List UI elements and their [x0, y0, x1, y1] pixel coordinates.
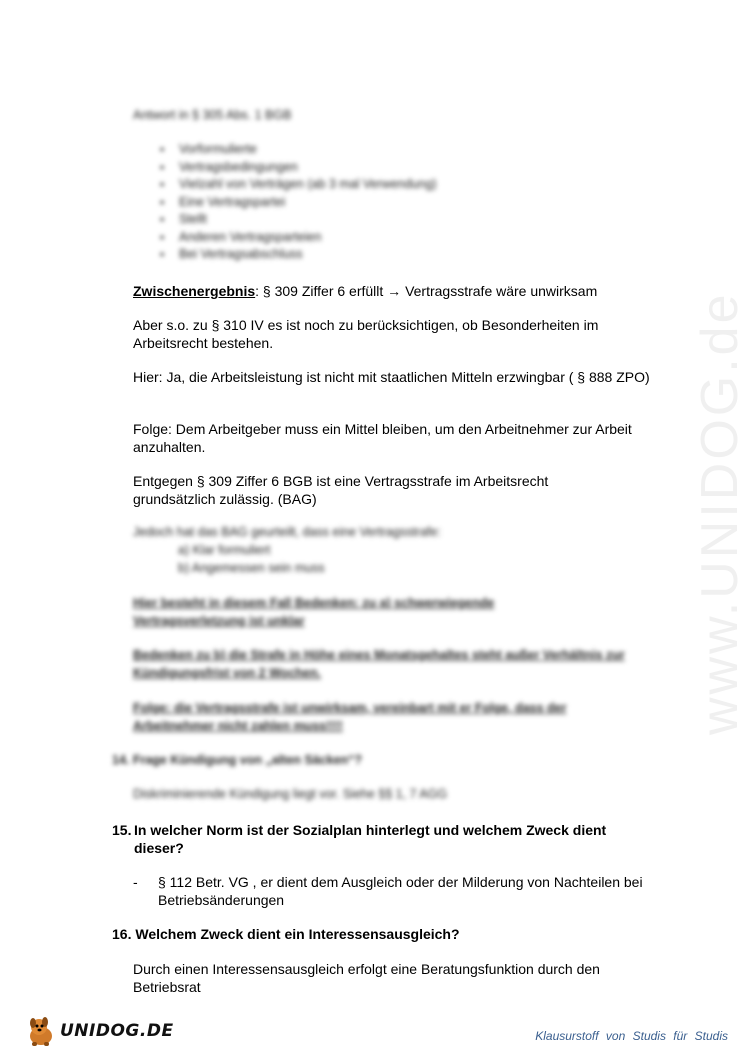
watermark: www.UNIDOG.de — [691, 291, 749, 735]
list-item: ▪ Vorformulierte — [160, 141, 437, 159]
logo-text: UNIDOG.DE — [60, 1021, 174, 1041]
question-15: In welcher Norm ist der Sozialplan hinterlegt und welchem Zweck dient dieser? — [134, 822, 607, 856]
unidog-logo — [24, 1013, 174, 1049]
blurred-underlined-paragraph: Hier besteht in diesem Fall Bedenken: zu a) schwerwiegende Vertragsverletzung ist unklar — [133, 596, 495, 628]
list-item: ▪ Stellt — [160, 211, 437, 229]
paragraph: Aber s.o. zu § 310 IV es ist noch zu berücksichtigen, ob Besonderheiten im Arbeitsrecht bestehen. — [133, 317, 599, 351]
blurred-heading: Antwort in § 305 Abs. 1 BGB — [133, 108, 292, 122]
paragraph: Folge: Dem Arbeitgeber muss ein Mittel bleiben, um den Arbeitnehmer zur Arbeit anzuhalten. — [133, 421, 632, 455]
blurred-paragraph: Jedoch hat das BAG geurteilt, dass eine Vertragsstrafe: — [133, 525, 441, 539]
list-item: b) Angemessen sein muss — [178, 561, 325, 575]
question-15-number: 15. — [112, 822, 132, 838]
list-item: ▪ Anderen Vertragsparteien — [160, 229, 437, 247]
blurred-underlined-paragraph: Bedenken zu b) die Strafe in Höhe eines Monatsgehaltes steht außer Verhältnis zur Kündigungsfrist von 2 Wochen. — [133, 648, 625, 680]
list-item: ▪ Bei Vertragsabschluss — [160, 246, 437, 264]
answer-16: Durch einen Interessensausgleich erfolgt eine Beratungsfunktion durch den Betriebsrat — [133, 961, 600, 995]
list-item: ▪ Eine Vertragspartei — [160, 194, 437, 212]
paragraph: Hier: Ja, die Arbeitsleistung ist nicht mit staatlichen Mitteln erzwingbar ( § 888 ZPO) — [133, 369, 650, 385]
zwischenergebnis-text: : § 309 Ziffer 6 erfüllt → Vertragsstrafe wäre unwirksam — [255, 283, 598, 299]
footer-tagline: Klausurstoff von Studis für Studis — [535, 1029, 728, 1043]
zwischenergebnis-label: Zwischenergebnis — [133, 283, 256, 299]
blurred-bullet-list — [160, 141, 437, 264]
list-item: ▪ Vielzahl von Verträgen (ab 3 mal Verwendung) — [160, 176, 437, 194]
list-item: a) Klar formuliert — [178, 543, 271, 557]
blurred-question-14: 14. Frage Kündigung von „alten Säcken“? — [112, 753, 363, 767]
blurred-answer-14: Diskriminierende Kündigung liegt vor. Siehe §§ 1, 7 AGG — [133, 787, 448, 801]
dog-mascot-icon — [24, 1014, 58, 1048]
question-16: 16. Welchem Zweck dient ein Interessensausgleich? — [112, 926, 460, 942]
list-item: ▪ Vertragsbedingungen — [160, 159, 437, 177]
zwischenergebnis — [133, 282, 597, 300]
dash-bullet: - — [133, 874, 138, 890]
blurred-underlined-paragraph: Folge: die Vertragsstrafe ist unwirksam, vereinbart mit er Folge, dass der Arbeitnehmer nicht zahlen muss!!!! — [133, 701, 567, 733]
answer-15: § 112 Betr. VG , er dient dem Ausgleich oder der Milderung von Nachteilen bei Betriebsänderungen — [158, 874, 643, 908]
paragraph: Entgegen § 309 Ziffer 6 BGB ist eine Vertragsstrafe im Arbeitsrecht grundsätzlich zulässig. (BAG) — [133, 473, 549, 507]
